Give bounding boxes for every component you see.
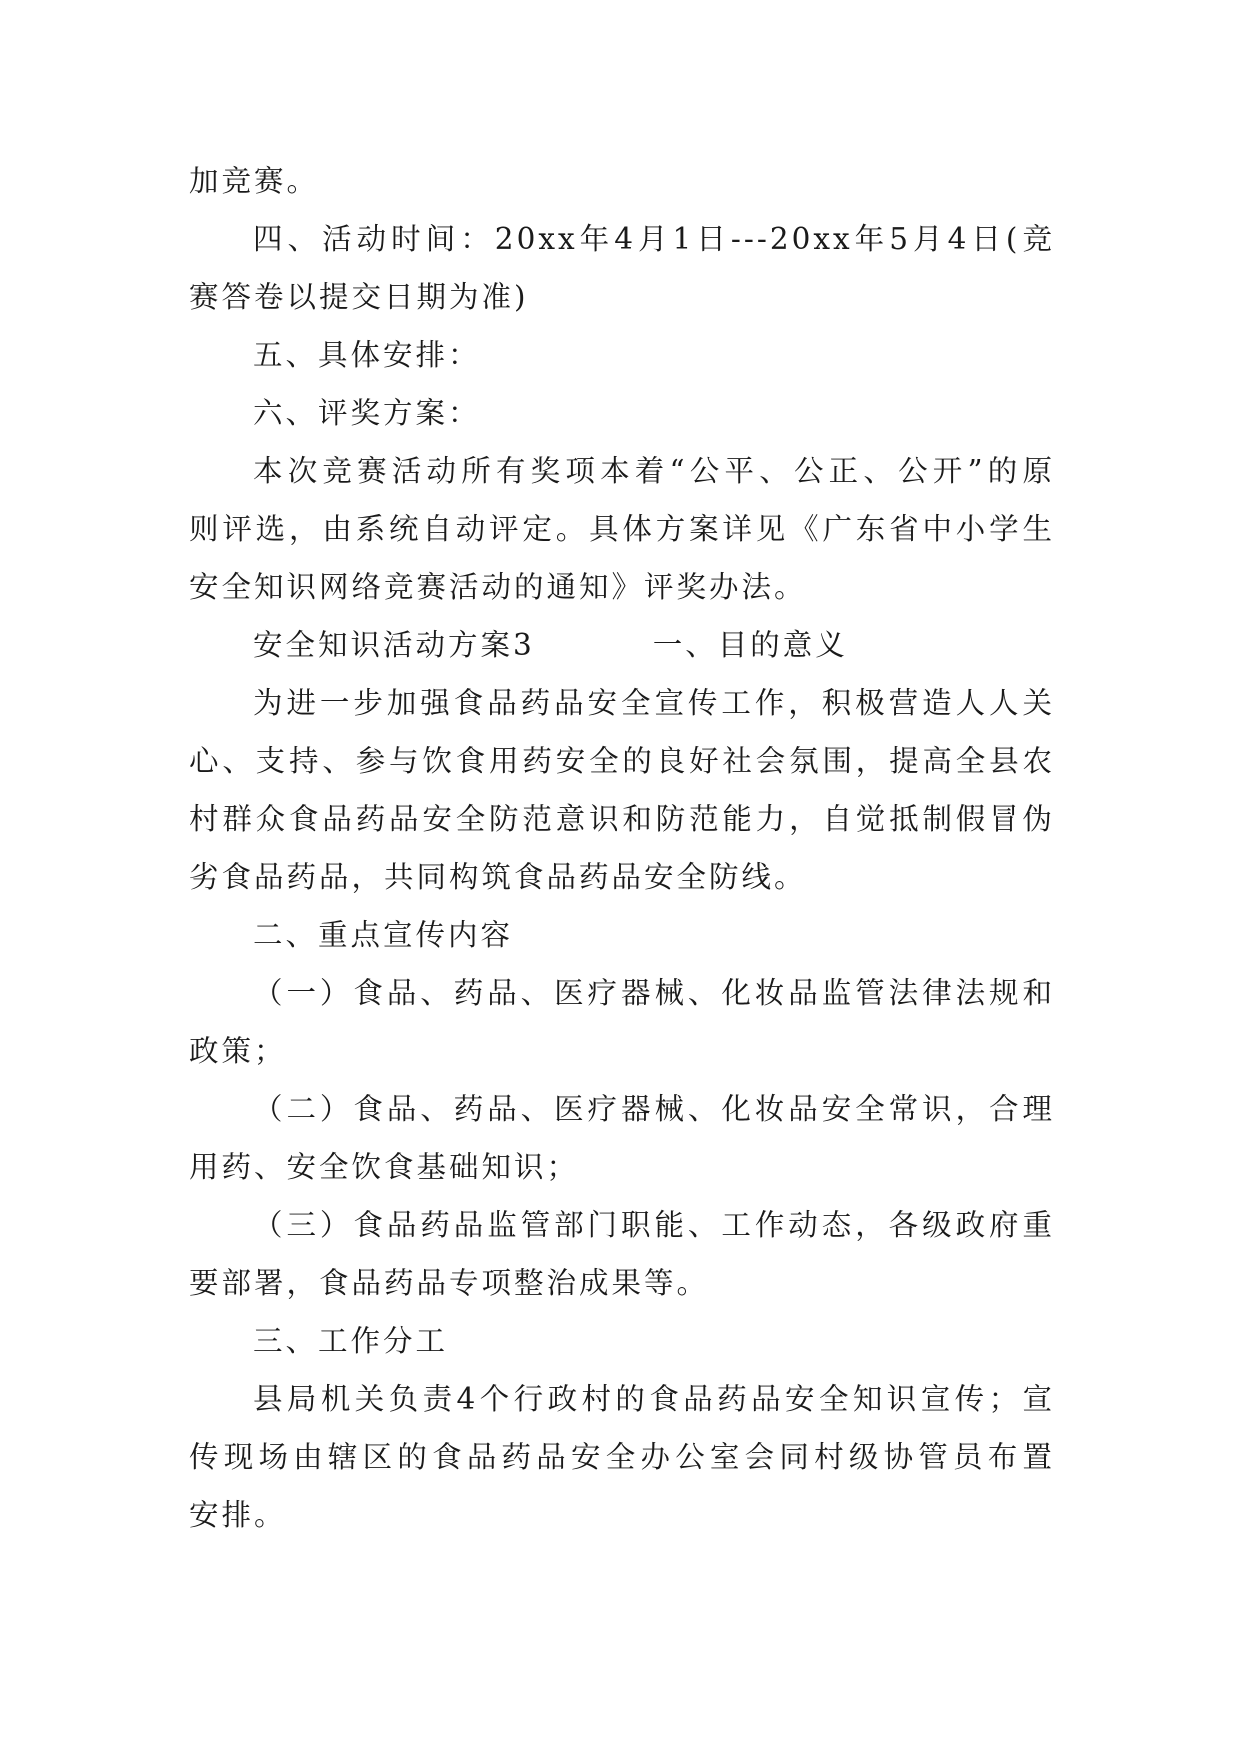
text-line: 四、活动时间：20xx年4月1日---20xx年5月4日(竞 <box>253 222 1055 256</box>
list-item: （一）食品、药品、医疗器械、化妆品监管法律法规和 <box>253 976 1055 1010</box>
text-line: 传现场由辖区的食品药品安全办公室会同村级协管员布置 <box>189 1440 1055 1474</box>
text-line: 心、支持、参与饮食用药安全的良好社会氛围，提高全县农 <box>189 744 1055 778</box>
text-line: 劣食品药品，共同构筑食品药品安全防线。 <box>189 860 807 894</box>
text-line: 赛答卷以提交日期为准) <box>189 280 529 314</box>
section-heading: 五、具体安排： <box>253 338 481 372</box>
text-line: 村群众食品药品安全防范意识和防范能力，自觉抵制假冒伪 <box>189 802 1055 836</box>
section-heading: 六、评奖方案： <box>253 396 481 430</box>
text-line: 县局机关负责4个行政村的食品药品安全知识宣传；宣 <box>253 1382 1055 1416</box>
list-item: （二）食品、药品、医疗器械、化妆品安全常识，合理 <box>253 1092 1055 1126</box>
text-line: 加竞赛。 <box>189 164 320 198</box>
section-heading: 二、重点宣传内容 <box>253 918 514 952</box>
section-heading: 三、工作分工 <box>253 1324 449 1358</box>
text-line: 要部署，食品药品专项整治成果等。 <box>189 1266 710 1300</box>
plan-title-line <box>189 616 1055 674</box>
text-line: 则评选，由系统自动评定。具体方案详见《广东省中小学生 <box>189 512 1055 546</box>
list-item: （三）食品药品监管部门职能、工作动态，各级政府重 <box>253 1208 1055 1242</box>
text-line: 为进一步加强食品药品安全宣传工作，积极营造人人关 <box>253 686 1055 720</box>
text-line: 安排。 <box>189 1498 287 1532</box>
text-line: 安全知识网络竞赛活动的通知》评奖办法。 <box>189 570 807 604</box>
text-line: 政策； <box>189 1034 287 1068</box>
plan-title: 安全知识活动方案3 <box>253 628 535 662</box>
section-heading: 一、目的意义 <box>652 628 848 662</box>
document-body <box>189 152 1055 1544</box>
text-line: 本次竞赛活动所有奖项本着“公平、公正、公开”的原 <box>253 454 1055 488</box>
text-line: 用药、安全饮食基础知识； <box>189 1150 580 1184</box>
